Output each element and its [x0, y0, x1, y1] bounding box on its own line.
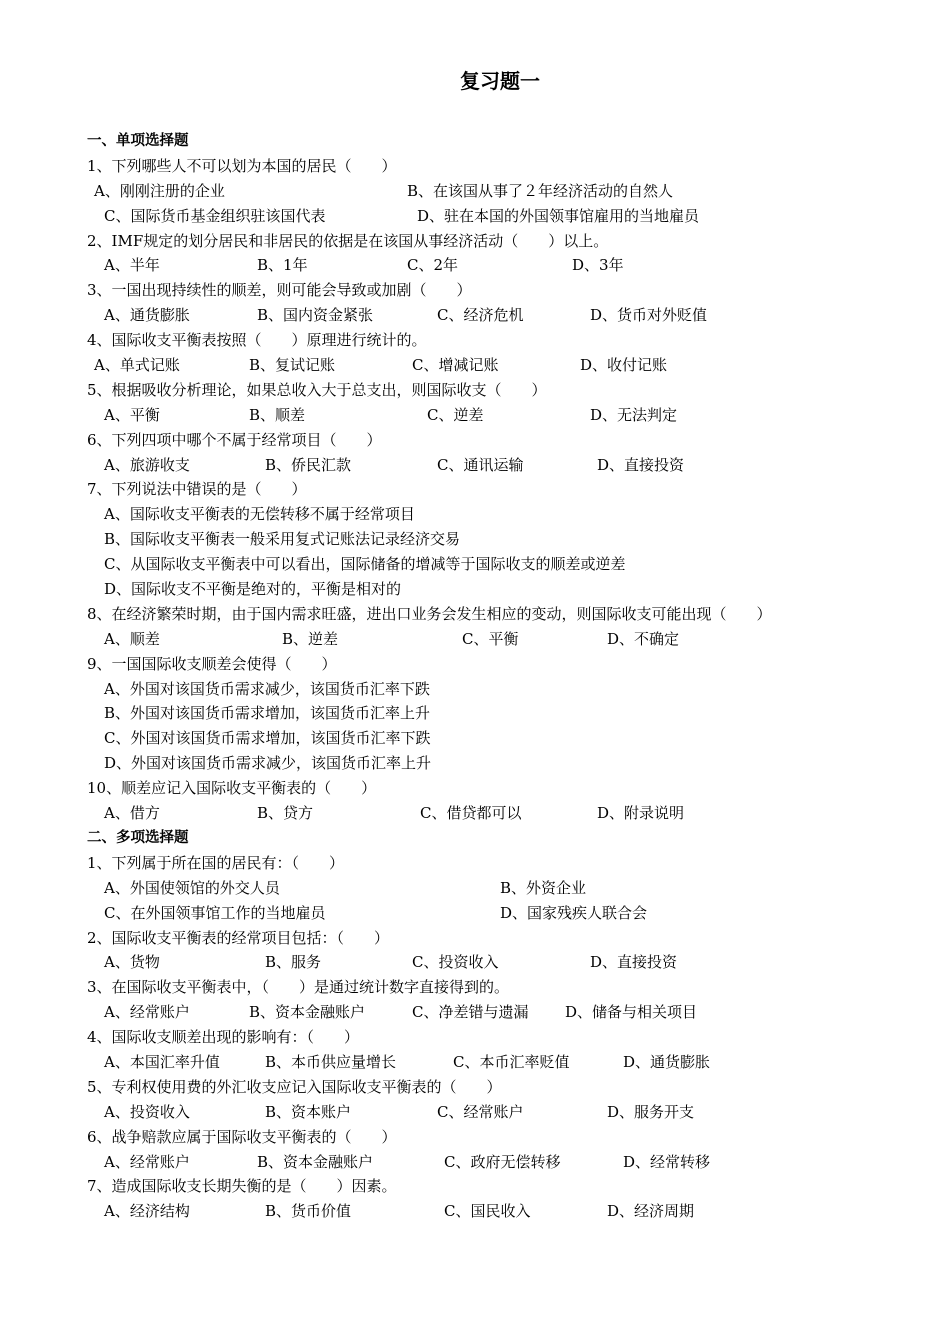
- option-text: D、无法判定: [590, 405, 678, 424]
- option-text: A、经常账户: [104, 1003, 190, 1022]
- options-row: [87, 179, 887, 204]
- options-row: [87, 253, 887, 278]
- question-stem: 2、国际收支平衡表的经常项目包括：（ ）: [87, 928, 390, 947]
- option-text: A、国际收支平衡表的无偿转移不属于经常项目: [104, 505, 415, 524]
- option-text: C、增减记账: [412, 356, 499, 375]
- option-text: D、经济周期: [607, 1202, 695, 1221]
- option-text: D、外国对该国货币需求减少，该国货币汇率上升: [104, 754, 432, 773]
- option-text: C、从国际收支平衡表中可以看出，国际储备的增减等于国际收支的顺差或逆差: [104, 555, 626, 574]
- question-stem: 3、一国出现持续性的顺差，则可能会导致或加剧（ ）: [87, 281, 472, 300]
- option-text: A、借方: [104, 804, 160, 823]
- option-text: C、经济危机: [437, 306, 524, 325]
- option-text: C、政府无偿转移: [444, 1152, 561, 1171]
- option-text: D、直接投资: [597, 455, 685, 474]
- option-text: B、国内资金紧张: [257, 306, 374, 325]
- option-text: D、驻在本国的外国领事馆雇用的当地雇员: [417, 206, 700, 225]
- question-item: [87, 328, 887, 378]
- option-text: C、经常账户: [437, 1102, 524, 1121]
- option-text: A、旅游收支: [104, 455, 190, 474]
- question-item: [87, 851, 887, 926]
- question-stem: 8、在经济繁荣时期，由于国内需求旺盛，进出口业务会发生相应的变动，则国际收支可能出现（ ）: [87, 604, 772, 623]
- question-stem: 10、顺差应记入国际收支平衡表的（ ）: [87, 779, 377, 798]
- option-text: C、本币汇率贬值: [453, 1052, 570, 1071]
- option-text: A、刚刚注册的企业: [94, 181, 225, 200]
- question-stem: 3、在国际收支平衡表中，（ ）是通过统计数字直接得到的。: [87, 978, 510, 997]
- option-text: D、经常转移: [623, 1152, 711, 1171]
- question-stem: 4、国际收支平衡表按照（ ）原理进行统计的。: [87, 331, 427, 350]
- option-text: D、国家残疾人联合会: [500, 903, 648, 922]
- options-row: [87, 801, 887, 826]
- options-row: [87, 353, 887, 378]
- option-text: B、服务: [265, 953, 322, 972]
- option-text: C、国际货币基金组织驻该国代表: [104, 206, 326, 225]
- options-row: [87, 1100, 887, 1125]
- options-row: [87, 1199, 887, 1224]
- page-title: 复习题一: [460, 69, 540, 93]
- question-stem: 6、下列四项中哪个不属于经常项目（ ）: [87, 430, 382, 449]
- option-text: B、1年: [257, 256, 308, 275]
- question-item: [87, 477, 887, 601]
- option-text: B、逆差: [282, 629, 339, 648]
- option-text: C、2年: [407, 256, 459, 275]
- option-text: A、半年: [104, 256, 160, 275]
- options-row: [87, 950, 887, 975]
- question-item: [87, 1025, 887, 1075]
- option-text: A、外国使领馆的外交人员: [104, 878, 280, 897]
- options-row: [87, 403, 887, 428]
- question-item: [87, 602, 887, 652]
- question-item: [87, 229, 887, 279]
- question-item: [87, 652, 887, 776]
- question-stem: 5、专利权使用费的外汇收支应记入国际收支平衡表的（ ）: [87, 1077, 502, 1096]
- question-item: [87, 926, 887, 976]
- option-text: B、外资企业: [500, 878, 587, 897]
- option-text: C、国民收入: [444, 1202, 531, 1221]
- option-text: B、贷方: [257, 804, 314, 823]
- question-stem: 9、一国国际收支顺差会使得（ ）: [87, 654, 337, 673]
- options-row: [87, 1000, 887, 1025]
- option-text: A、经常账户: [104, 1152, 190, 1171]
- option-text: C、外国对该国货币需求增加，该国货币汇率下跌: [104, 729, 431, 748]
- option-text: B、外国对该国货币需求增加，该国货币汇率上升: [104, 704, 431, 723]
- option-text: B、资本账户: [265, 1102, 352, 1121]
- question-stem: 1、下列属于所在国的居民有：（ ）: [87, 853, 345, 872]
- option-text: D、货币对外贬值: [590, 306, 708, 325]
- option-text: C、在外国领事馆工作的当地雇员: [104, 903, 326, 922]
- question-item: [87, 154, 887, 229]
- option-text: B、在该国从事了２年经济活动的自然人: [407, 181, 674, 200]
- option-text: D、直接投资: [590, 953, 678, 972]
- option-text: D、收付记账: [580, 356, 668, 375]
- option-text: A、单式记账: [94, 356, 180, 375]
- option-text: A、本国汇率升值: [104, 1052, 220, 1071]
- option-text: A、货物: [104, 953, 160, 972]
- options-row: [87, 1150, 887, 1175]
- question-item: [87, 1075, 887, 1125]
- option-text: A、投资收入: [104, 1102, 190, 1121]
- option-text: B、顺差: [249, 405, 306, 424]
- option-text: A、外国对该国货币需求减少，该国货币汇率下跌: [104, 679, 430, 698]
- question-stem: 5、根据吸收分析理论，如果总收入大于总支出，则国际收支（ ）: [87, 380, 547, 399]
- options-row: [87, 901, 887, 926]
- question-item: [87, 378, 887, 428]
- options-row: [87, 1050, 887, 1075]
- question-item: [87, 1174, 887, 1224]
- option-text: B、资本金融账户: [249, 1003, 366, 1022]
- option-text: B、侨民汇款: [265, 455, 352, 474]
- option-text: C、通讯运输: [437, 455, 524, 474]
- option-text: A、顺差: [104, 629, 160, 648]
- option-text: C、逆差: [427, 405, 484, 424]
- question-stem: 4、国际收支顺差出现的影响有：（ ）: [87, 1028, 360, 1047]
- option-text: C、借贷都可以: [420, 804, 522, 823]
- option-text: A、通货膨胀: [104, 306, 190, 325]
- option-text: D、储备与相关项目: [565, 1003, 698, 1022]
- section-heading: 一、单项选择题: [87, 133, 189, 149]
- question-stem: 1、下列哪些人不可以划为本国的居民（ ）: [87, 156, 397, 175]
- section-multiple-choice: [87, 826, 887, 1224]
- question-stem: 2、IMF规定的划分居民和非居民的依据是在该国从事经济活动（ ）以上。: [87, 231, 609, 250]
- option-text: A、平衡: [104, 405, 160, 424]
- option-text: D、附录说明: [597, 804, 685, 823]
- question-item: [87, 428, 887, 478]
- option-text: A、经济结构: [104, 1202, 190, 1221]
- option-text: D、不确定: [607, 629, 680, 648]
- question-sheet: [87, 129, 887, 1224]
- options-row: [87, 627, 887, 652]
- question-item: [87, 278, 887, 328]
- option-text: C、投资收入: [412, 953, 499, 972]
- options-row: [87, 876, 887, 901]
- option-text: D、通货膨胀: [623, 1052, 711, 1071]
- options-row: [87, 303, 887, 328]
- option-text: D、3年: [572, 256, 624, 275]
- question-stem: 7、造成国际收支长期失衡的是（ ）因素。: [87, 1177, 397, 1196]
- options-row: [87, 453, 887, 478]
- section-single-choice: [87, 129, 887, 826]
- option-text: D、国际收支不平衡是绝对的，平衡是相对的: [104, 580, 402, 599]
- question-item: [87, 776, 887, 826]
- option-text: D、服务开支: [607, 1102, 695, 1121]
- option-text: B、国际收支平衡表一般采用复式记账法记录经济交易: [104, 530, 461, 549]
- section-heading: 二、多项选择题: [87, 829, 189, 846]
- option-text: B、资本金融账户: [257, 1152, 374, 1171]
- option-text: B、复试记账: [249, 356, 336, 375]
- option-text: C、平衡: [462, 629, 519, 648]
- question-stem: 7、下列说法中错误的是（ ）: [87, 480, 307, 499]
- options-row: [87, 204, 887, 229]
- question-stem: 6、战争赔款应属于国际收支平衡表的（ ）: [87, 1127, 397, 1146]
- option-text: B、本币供应量增长: [265, 1052, 397, 1071]
- question-item: [87, 975, 887, 1025]
- option-text: C、净差错与遗漏: [412, 1003, 529, 1022]
- question-item: [87, 1125, 887, 1175]
- option-text: B、货币价值: [265, 1202, 352, 1221]
